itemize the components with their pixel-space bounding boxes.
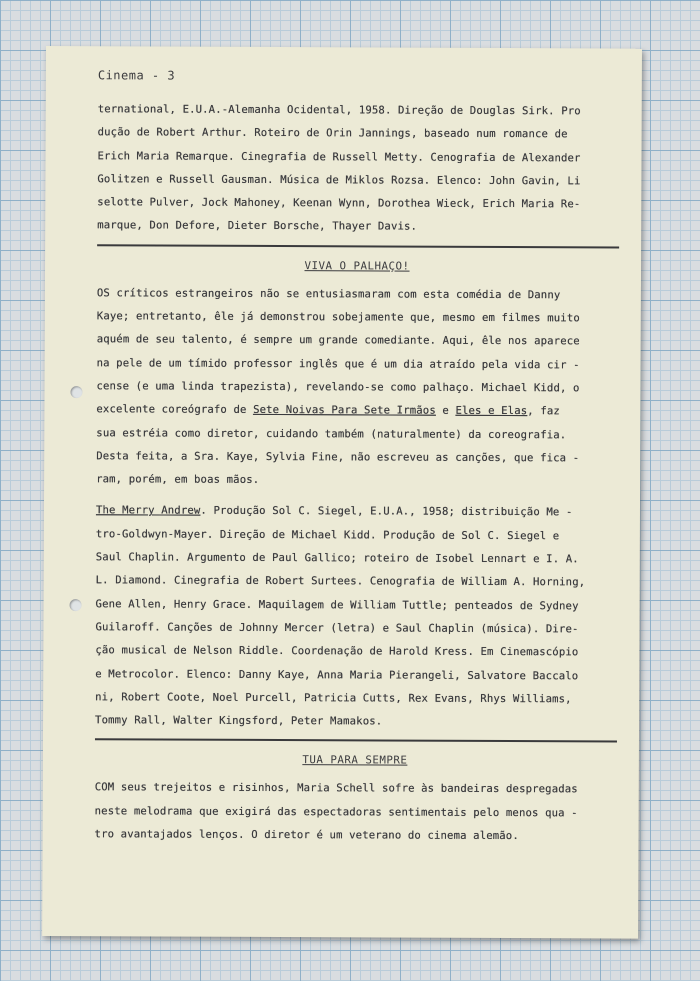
text-line: COM seus trejeitos e risinhos, Maria Schell sofre às bandeiras despregadas	[94, 781, 578, 796]
text-line: aquém de seu talento, é sempre um grande comediante. Aqui, êle nos aparece	[96, 333, 580, 348]
section-title-viva-o-palhaco: VIVA O PALHAÇO!	[304, 258, 410, 273]
text-line: Golitzen e Russell Gausman. Música de Miklos Rozsa. Elenco: John Gavin, Li	[97, 173, 581, 188]
text-fragment: excelente coreógrafo de	[96, 403, 254, 417]
text-line: marque, Don Defore, Dieter Borsche, Thayer Davis.	[97, 219, 418, 234]
text-line: OS críticos estrangeiros não se entusiasmaram com esta comédia de Danny	[96, 287, 561, 302]
text-line: sua estréia como diretor, cuidando também (naturalmente) da coreografia.	[96, 426, 567, 441]
text-line: ram, porém, em boas mãos.	[96, 473, 260, 487]
typewritten-page	[42, 46, 642, 939]
section-divider	[95, 739, 617, 743]
film-title-underlined: Sete Noivas Para Sete Irmãos	[253, 404, 436, 417]
text-line: L. Diamond. Cinegrafia de Robert Surtees. Cenografia de William A. Horning,	[95, 574, 586, 589]
page-header: Cinema - 3	[97, 68, 176, 83]
text-line: selotte Pulver, Jock Mahoney, Keenan Wynn, Dorothea Wieck, Erich Maria Re-	[97, 196, 581, 211]
text-line: Tommy Rall, Walter Kingsford, Peter Mamakos.	[95, 714, 383, 728]
section-divider	[97, 244, 619, 248]
film-title-underlined: The Merry Andrew	[95, 504, 201, 518]
text-line: Desta feita, a Sra. Kaye, Sylvia Fine, não escreveu as canções, que fica -	[96, 450, 580, 465]
film-title-underlined: Eles e Elas	[455, 405, 528, 418]
punch-hole	[70, 599, 82, 611]
review-viva-o-palhaco	[96, 282, 617, 494]
text-line	[96, 500, 616, 526]
text-line: cense (e uma linda trapezista), revelando-se como palhaço. Michael Kidd, o	[96, 380, 580, 395]
text-line: Erich Maria Remarque. Cinegrafia de Russell Metty. Cenografia de Alexander	[97, 149, 581, 164]
text-line: e Metrocolor. Elenco: Danny Kaye, Anna Maria Pierangeli, Salvatore Baccalo	[95, 667, 579, 682]
text-fragment: . Produção Sol C. Siegel, E.U.A., 1958; distribuição Me -	[200, 505, 573, 519]
text-fragment: e	[435, 404, 456, 418]
section-credits-continued	[97, 98, 618, 240]
text-line: tro-Goldwyn-Mayer. Direção de Michael Kidd. Produção de Sol C. Siegel e	[95, 527, 560, 542]
text-line: ternational, E.U.A.-Alemanha Ocidental, 1958. Direção de Douglas Sirk. Pro	[97, 103, 581, 118]
text-line: neste melodrama que exigirá das espectadoras sentimentais pelo menos qua -	[94, 804, 578, 820]
text-line: Guilaroff. Canções de Johnny Mercer (letra) e Saul Chaplin (música). Dire-	[95, 621, 579, 636]
text-fragment: , faz	[527, 405, 560, 418]
text-line: Kaye; entretanto, êle já demonstrou sobejamente que, mesmo em filmes muito	[96, 310, 580, 325]
text-line: na pele de um tímido professor inglês que é um dia atraído pela vida cir -	[96, 356, 580, 372]
review-tua-para-sempre	[95, 777, 615, 849]
section-title-tua-para-sempre: TUA PARA SEMPRE	[302, 753, 408, 768]
credits-merry-andrew	[95, 500, 616, 735]
text-line: dução de Robert Arthur. Roteiro de Orin Jannings, baseado num romance de	[97, 126, 568, 141]
text-line: ção musical de Nelson Riddle. Coordenação de Harold Kress. Em Cinemascópio	[95, 644, 579, 659]
text-line	[96, 398, 616, 424]
text-line: Saul Chaplin. Argumento de Paul Gallico; roteiro de Isobel Lennart e I. A.	[95, 551, 579, 566]
text-line: ni, Robert Coote, Noel Purcell, Patricia Cutts, Rex Evans, Rhys Williams,	[95, 691, 572, 706]
punch-hole	[70, 386, 82, 398]
text-line: tro avantajados lenços. O diretor é um veterano do cinema alemão.	[94, 828, 519, 843]
text-line: Gene Allen, Henry Grace. Maquilagem de William Tuttle; penteados de Sydney	[95, 597, 579, 612]
